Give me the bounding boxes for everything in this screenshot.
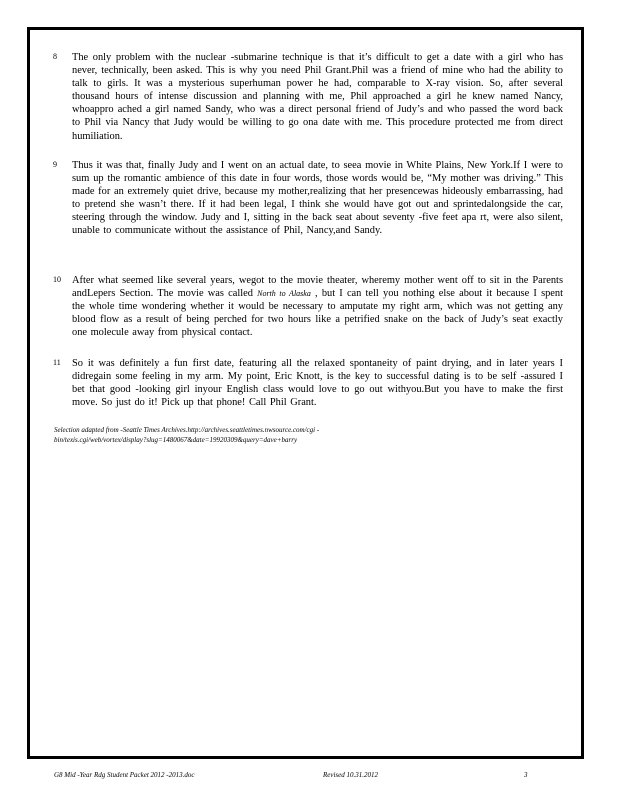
paragraph-number: 11 bbox=[53, 358, 61, 367]
paragraph-number: 8 bbox=[53, 52, 57, 61]
paragraph-text bbox=[72, 274, 563, 339]
source-line-1: Selection adapted from -Seattle Times Archives.http://archives.seattletimes.nwsource.com/cgi - bbox=[54, 426, 320, 434]
footer-page-number: 3 bbox=[524, 771, 528, 779]
paragraph-10 bbox=[53, 274, 563, 339]
paragraph-number: 10 bbox=[53, 275, 61, 284]
paragraph-number: 9 bbox=[53, 160, 57, 169]
footer-revised-date: Revised 10.31.2012 bbox=[323, 771, 379, 779]
footer-document-name: G8 Mid -Year Rdg Student Packet 2012 -2013.doc bbox=[54, 771, 195, 779]
paragraph-9 bbox=[53, 159, 563, 238]
source-citation bbox=[54, 426, 524, 445]
source-line-2: bin/texis.cgi/web/vortex/display?slug=1480067&date=19920309&query=dave+barry bbox=[54, 435, 298, 444]
movie-title: North to Alaska bbox=[257, 289, 311, 299]
paragraph-8 bbox=[53, 51, 563, 143]
paragraph-text: The only problem with the nuclear -submarine technique is that it’s difficult to get a date with a girl who has never, technically, been asked. This is why you need Phil Grant.Phil was a friend of mine who had the ability to talk to girls. It was a mysterious superhuman power he had, comparable to X-ray vision. So, after several thousand hours of intense discussion and planning with me, Phil approached a girl he knew named Nancy, whoappro ached a girl named Sandy, who was a direct personal friend of Judy’s and who passed the word back to Phil via Nancy that Judy would be willing to go ona date with me. This procedure protected me from direct humiliation. bbox=[72, 52, 563, 142]
paragraph-text: So it was definitely a fun first date, featuring all the relaxed spontaneity of paint drying, and in later years I didregain some feeling in my arm. My point, Eric Knott, is the key to successful dating is to be self -assured I bet that good -looking girl inyour English class would love to go out withyou.But you have to make the first move. So just do it! Pick up that phone! Call Phil Grant. bbox=[72, 358, 563, 409]
text-after-title: , but I can tell you nothing else about it because I spent the whole time wondering whether it would be necessary to amputate my right arm, which was not getting any blood flow as a result of being perched for two hours like a petrified snake on the back of Judy’s seat exactly one molecule away from physical contact. bbox=[72, 288, 563, 339]
paragraph-11 bbox=[53, 357, 563, 409]
text-before-title: After what seemed like several years, wegot to the movie theater, wheremy mother went off to sit in the Parents andLepers Section. The movie was called bbox=[72, 275, 563, 300]
paragraph-text: Thus it was that, finally Judy and I went on an actual date, to seea movie in White Plains, New York.If I were to sum up the romantic ambience of this date in four words, those words would be, “My mother was driving.” This made for an extremely quiet drive, because my mother,realizing that her presencewas hideously embarrassing, had to pretend she wasn’t there. If it had been legal, I think she would have got out and sprintedalongside the car, steering through the window. Judy and I, sitting in the back seat about seventy -five feet apa rt, were also silent, unable to communicate without the assistance of Phil, Nancy,and Sandy. bbox=[72, 160, 563, 237]
